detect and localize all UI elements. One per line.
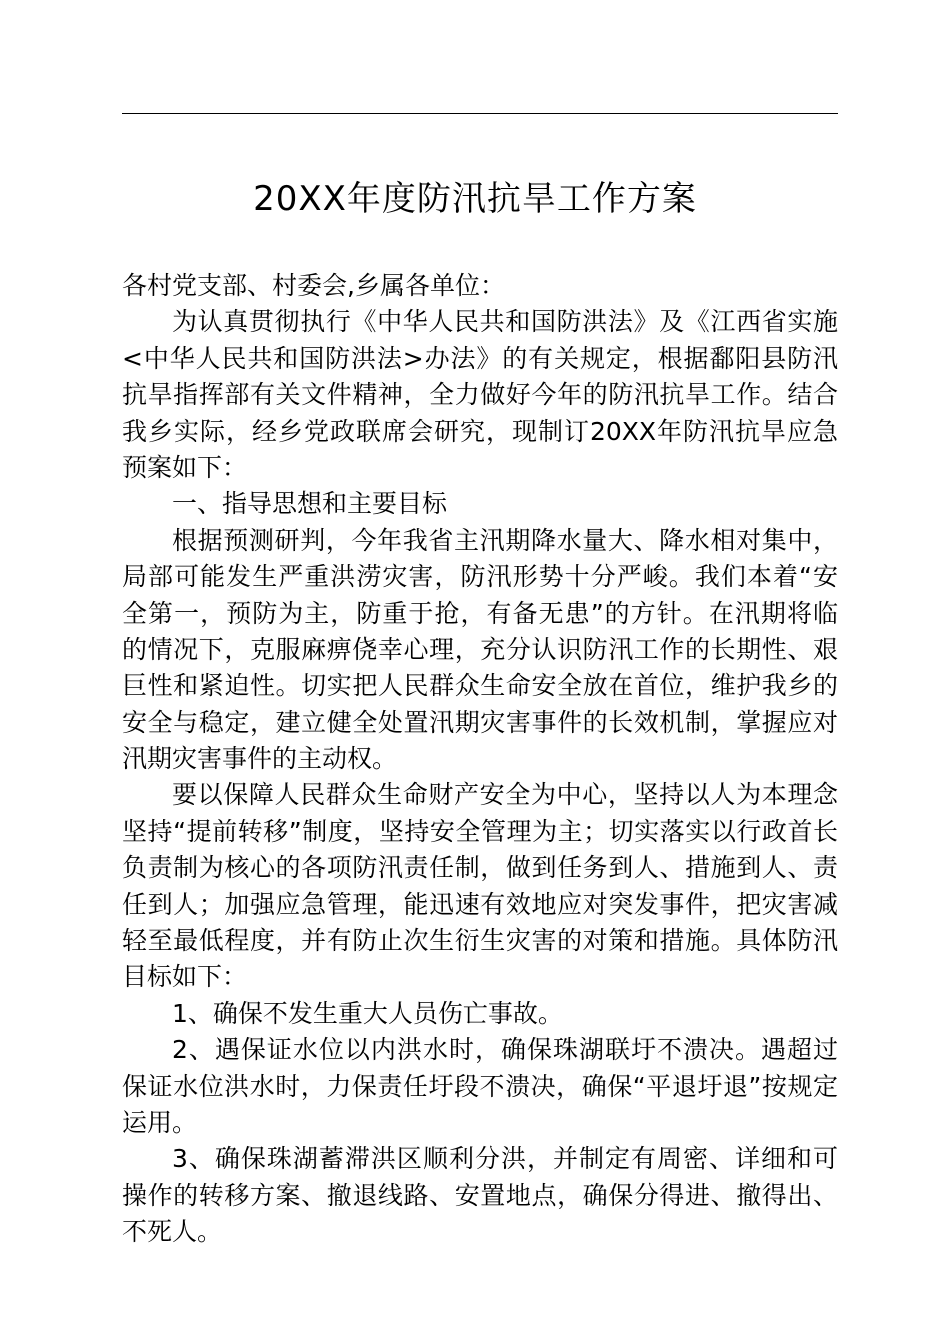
body-line: 局部可能发生严重洪涝灾害，防汛形势十分严峻。我们本着“安	[122, 562, 838, 592]
body-line: 负责制为核心的各项防汛责任制，做到任务到人、措施到人、责	[122, 853, 838, 883]
body-line: 巨性和紧迫性。切实把人民群众生命安全放在首位，维护我乡的	[122, 671, 838, 701]
body-line: 坚持“提前转移”制度，坚持安全管理为主；切实落实以行政首长	[122, 816, 838, 846]
body-line: 的情况下，克服麻痹侥幸心理，充分认识防汛工作的长期性、艰	[122, 634, 838, 664]
body-line: 轻至最低程度，并有防止次生衍生灾害的对策和措施。具体防汛	[122, 926, 838, 956]
body-line: 运用。	[122, 1107, 198, 1137]
body-line: 各村党支部、村委会,乡属各单位：	[122, 271, 505, 300]
body-line: 3、确保珠湖蓄滞洪区顺利分洪，并制定有周密、详细和可	[172, 1144, 838, 1174]
body-line: 我乡实际，经乡党政联席会研究，现制订20XX年防汛抗旱应急	[122, 416, 838, 446]
body-line: 任到人；加强应急管理，能迅速有效地应对突发事件，把灾害减	[122, 889, 838, 919]
body-line: 安全与稳定，建立健全处置汛期灾害事件的长效机制，掌握应对	[122, 707, 838, 737]
body-line: 全第一，预防为主，防重于抢，有备无患”的方针。在汛期将临	[122, 598, 838, 628]
body-line: <中华人民共和国防洪法>办法》的有关规定，根据鄱阳县防汛	[122, 343, 838, 373]
document-body	[122, 268, 838, 1251]
body-line: 根据预测研判，今年我省主汛期降水量大、降水相对集中，	[172, 525, 838, 555]
body-line: 操作的转移方案、撤退线路、安置地点，确保分得进、撤得出、	[122, 1180, 838, 1210]
body-line: 要以保障人民群众生命财产安全为中心，坚持以人为本理念	[172, 780, 838, 810]
body-line: 1、确保不发生重大人员伤亡事故。	[172, 998, 563, 1028]
header-rule	[122, 113, 838, 114]
body-line: 目标如下：	[122, 962, 248, 992]
body-line: 一、指导思想和主要目标	[172, 489, 448, 519]
body-line: 为认真贯彻执行《中华人民共和国防洪法》及《江西省实施	[172, 307, 838, 337]
body-line: 保证水位洪水时，力保责任圩段不溃决，确保“平退圩退”按规定	[122, 1071, 838, 1101]
document-title: 20XX年度防汛抗旱工作方案	[253, 179, 697, 219]
body-line: 不死人。	[122, 1217, 223, 1247]
body-line: 预案如下：	[122, 452, 248, 482]
body-line: 2、遇保证水位以内洪水时，确保珠湖联圩不溃决。遇超过	[172, 1035, 838, 1065]
body-line: 抗旱指挥部有关文件精神，全力做好今年的防汛抗旱工作。结合	[122, 380, 838, 410]
body-line: 汛期灾害事件的主动权。	[122, 744, 398, 774]
